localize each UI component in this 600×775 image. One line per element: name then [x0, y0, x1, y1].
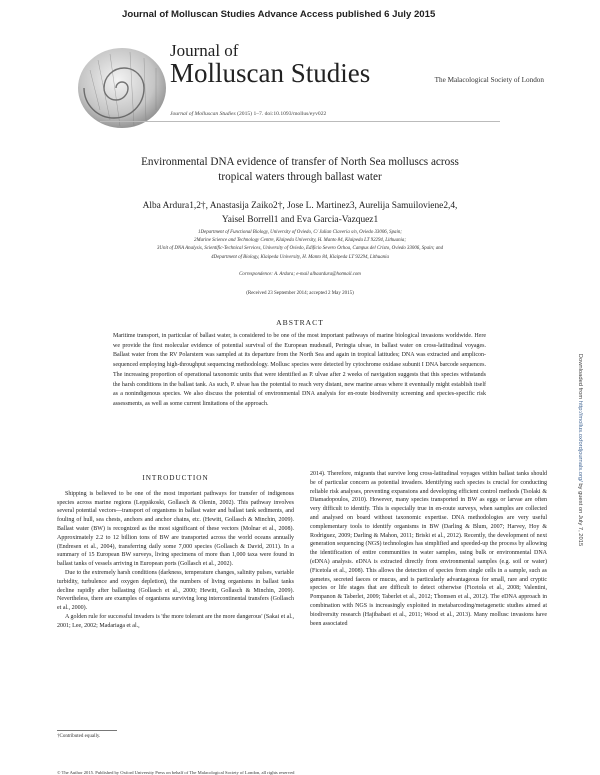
affiliation-1: 1Department of Functional Biology, University of Oviedo, C/ Julian Claveria s/n, Oviedo 33006, Spain; [198, 230, 402, 235]
copyright-line: © The Author 2015. Published by Oxford University Press on behalf of The Malacological Society of London, all rights reserved [57, 770, 295, 775]
author-list [60, 199, 540, 227]
journal-masthead [0, 28, 600, 110]
header-divider [100, 121, 500, 122]
introduction-heading: INTRODUCTION [142, 474, 209, 482]
running-doi: (2015) 1–7. doi:10.1093/mollus/eyv022 [235, 111, 327, 117]
affiliation-3: 3Unit of DNA Analysis, Scientific-Technical Services, University of Oviedo, Edificio Severo Ochoa, Campus del Cristo, Oviedo 33006, Spain; and [156, 246, 444, 252]
article-title-line1: Environmental DNA evidence of transfer of North Sea molluscs across [141, 156, 459, 168]
authors-line2: Yaisel Borrell1 and Eva Garcia-Vazquez1 [221, 215, 379, 225]
journal-title-line1: Journal of [170, 41, 239, 60]
advance-access-banner [0, 0, 600, 26]
affiliations [70, 229, 530, 262]
affiliation-4: 4Department of Biology, Klaipeda University, H. Manto 84, Klaipeda LT 92294, Lithuania [211, 254, 389, 260]
article-title [60, 155, 540, 185]
intro-paragraph-3: A golden rule for successful invaders is 'the more tolerant are the more dangerous' (Sakai et al., 2001; Lee, 2002; Madariaga et al., [57, 613, 294, 629]
download-suffix: by guest on July 7, 2015 [577, 481, 583, 547]
affiliation-2: 2Marine Science and Technology Centre, Klaipeda University, H. Manto 84, Klaipeda LT 92294, Lithuania; [194, 238, 406, 244]
abstract-heading: ABSTRACT [276, 318, 324, 327]
running-citation [170, 111, 326, 117]
download-prefix: Downloaded from [577, 353, 583, 401]
society-name: The Malacological Society of London [434, 76, 544, 84]
received-dates: (Received 23 September 2014; accepted 2 May 2015) [246, 291, 354, 296]
authors-line1: Alba Ardura1,2†, Anastasija Zaiko2†, Jose L. Martinez3, Aurelija Samuiloviene2,4, [142, 201, 458, 211]
banner-text: Journal of Molluscan Studies Advance Access published 6 July 2015 [122, 9, 436, 20]
download-sidebar [573, 180, 587, 720]
intro-paragraph-1: Shipping is believed to be one of the most important pathways for transfer of indigenous species across marine regions (Leppäkoski, Gollasch & Olenin, 2002). This pathway involves several potential vectors—transport of organisms in ballast water and ballast tank sediments, and fouling of hull, sea chests, anchors and anchor chains, etc. (Hewitt, Gollasch & Minchin, 2009). Ballast water (BW) is recognized as the most significant of these vectors (Molnar et al., 2008). Approximately 2.2 to 12 billion tons of BW are transported across the world oceans annually (Endresen et al., 2004), transferring daily some 7,000 species (Gollasch & David, 2011). In a summary of 15 European BW surveys, living specimens of more than 1,000 taxa were found in ballast tanks of vessels arriving in European ports (Gollasch et al., 2002). [57, 490, 294, 568]
download-notice [577, 354, 583, 546]
footnote-divider [57, 730, 117, 731]
right-column [310, 470, 547, 628]
running-journal-name: Journal of Molluscan Studies [170, 111, 236, 117]
abstract-text: Maritime transport, in particular of ballast water, is considered to be one of the most important pathways of marine biological invasions worldwide. Here we provide the first molecular evidence of potential survival of the European mudsnail, Peringia ulvae, in ballast water on cross-latitudinal voyages. Ballast water from the RV Polarstern was sampled at its departure from the North Sea and again in tropical latitudes; DNA was extracted and amplicon-sequenced employing high-throughput sequencing methodology. Mollusc species were detected by cytochrome oxidase subunit I DNA barcode sequences. The increasing proportion of operational taxonomic units that were identified as P. ulvae after 2 weeks of navigation suggests that this species withstands the harsh conditions in the ballast tank. As such, P. ulvae has the potential to reach very distant, new marine areas where it eventually might establish itself as a nonindigenous species. We also discuss the potential of environmental DNA analysis for en-route biodiversity screening and species-specific risk assessments, as well as some current limitations of the approach. [113, 333, 486, 407]
journal-title-line2: Molluscan Studies [170, 58, 371, 88]
footnote: †Contributed equally. [57, 734, 101, 739]
left-column [57, 474, 294, 631]
correspondence: Correspondence: A. Ardura; e-mail albaardura@hotmail.com [239, 272, 361, 277]
snail-shell-logo [70, 40, 176, 142]
journal-title [170, 42, 370, 87]
download-link[interactable]: http://mollus.oxfordjournals.org/ [577, 400, 583, 482]
intro-right-text: 2014). Therefore, migrants that survive long cross-latitudinal voyages within ballast tanks should be of particular concern as potential invaders. Identifying such species is crucial for conducting reliable risk analyses, preventing expansions and developing efficient control methods (Tsolaki & Diamadopoulos, 2010). However, many species transported in BW as eggs or larvae are often very difficult to identify. This is especially true in en-route surveys, when samples are collected and analysed on board without taxonomic expertise. DNA methodologies are very useful complementary tools to identify organisms in BW (Darling & Blum, 2007; Harvey, Hoy & Rodriguez, 2009; Darling & Mahon, 2011; Briski et al., 2012). Recently, the development of next generation sequencing (NGS) technologies has simplified and speeded-up the process by allowing the identification of entire communities in water samples, using bulk or environmental DNA (eDNA) analysis. eDNA is extracted directly from environmental samples (e.g. soil or water) (Ficetola et al., 2008). This allows the detection of species from single cells in a sample, such as gametes, secreted faeces or mucus, and is particularly advantageous for small, rare and cryptic species or life stages that are difficult to detect otherwise (Ficetola et al., 2008; Valentini, Pompanon & Taberlet, 2009; Taberlet et al., 2012; Thomsen et al., 2012). The eDNA approach in combination with NGS is increasingly exploited in metabarcoding/metagenetic studies aimed at biodiversity research (Hajibabaei et al., 2011; Wood et al., 2013). Many mollusc invasions have been associated [310, 471, 547, 627]
article-title-line2: tropical waters through ballast water [218, 171, 382, 183]
intro-paragraph-2: Due to the extremely harsh conditions (darkness, temperature changes, salinity pulses, variable turbidity, turbulence and oxygen depletion), the numbers of living organisms in ballast tanks decline rapidly after ballasting (Gollasch et al., 2000; Hewitt, Gollasch & Minchin, 2009). Nevertheless, there are examples of organisms surviving long intercontinental transfers (Gollasch et al., 2000). [57, 569, 294, 612]
